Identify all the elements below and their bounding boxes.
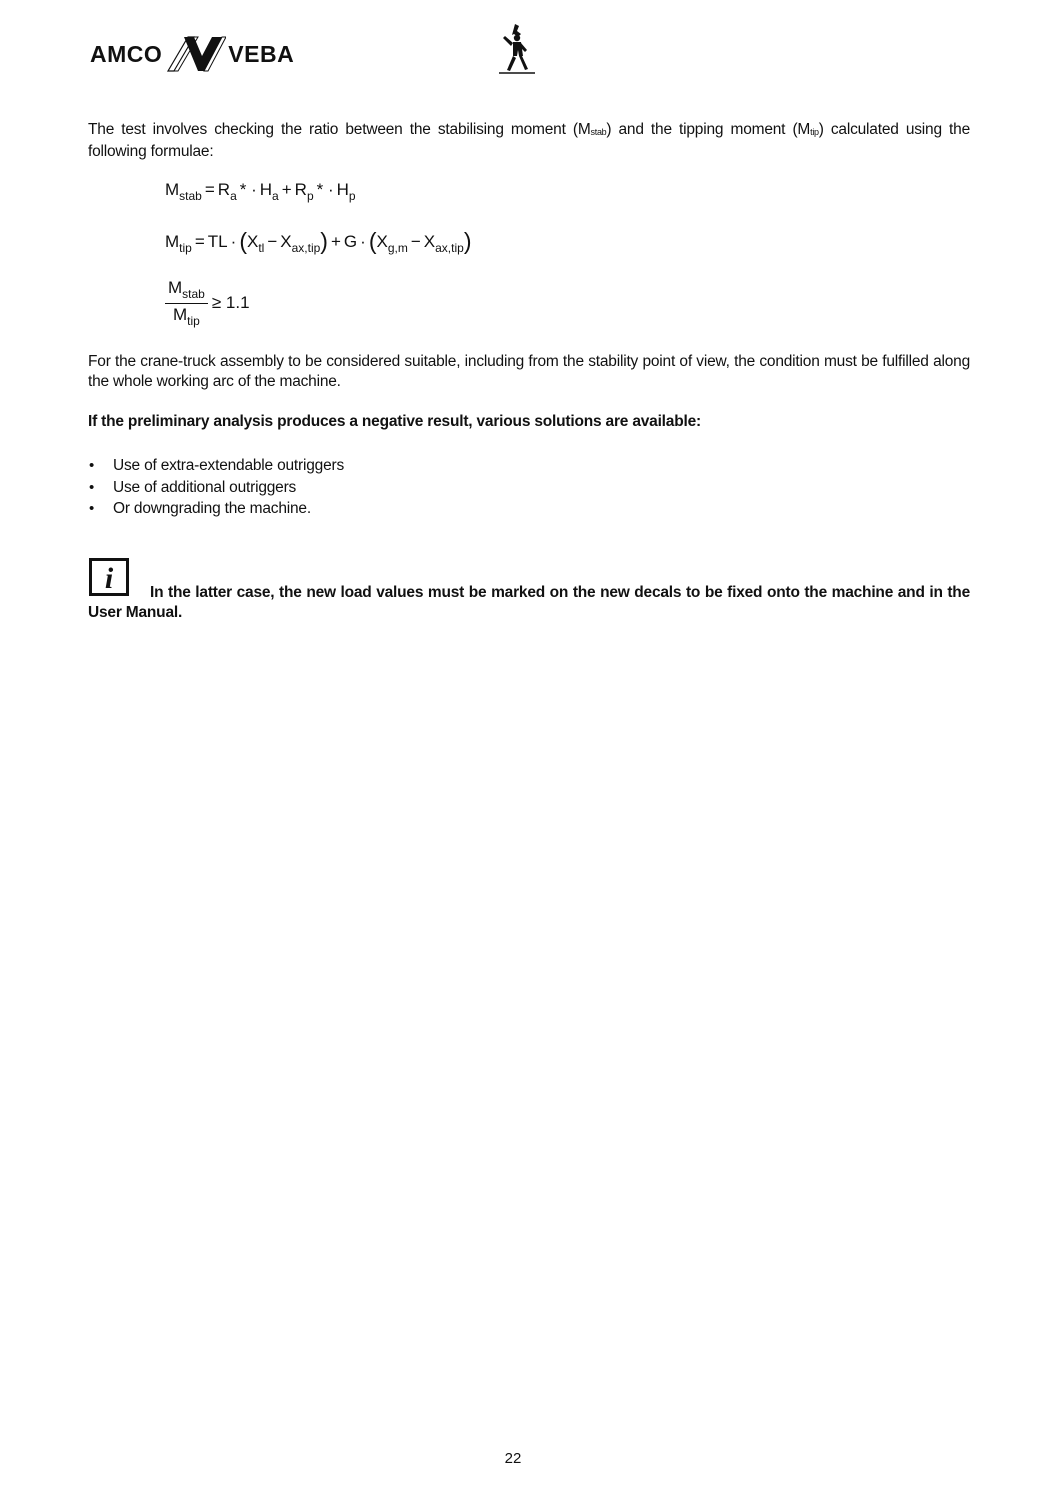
mechanic-with-wrench-icon (493, 22, 539, 76)
bullet-icon: • (89, 500, 95, 517)
logo-mark-icon (164, 34, 226, 74)
intro-sub-stab: stab (590, 127, 607, 137)
bullet-icon: • (89, 457, 95, 474)
intro-text-1: The test involves checking the ratio between the stabilising moment (M (88, 121, 591, 138)
list-item: • Use of additional outriggers (89, 478, 297, 496)
formula-tipping-moment: $M_{tip}$ = TL · $(X_{tl} - X_{ax,tip}) + G \cdot (X_{g,m} - X_{ax,tip})$ (165, 228, 472, 255)
logo-right-text: VEBA (228, 40, 295, 67)
ratio-rhs: ≥ 1.1 (211, 293, 250, 312)
list-item: • Use of extra-extendable outriggers (89, 457, 344, 474)
bullet-icon: • (89, 478, 95, 496)
page-number: 22 (504, 1450, 522, 1467)
svg-text:i: i (104, 562, 114, 595)
note-text: In the latter case, the new load values must be marked on the new decals to be fixed onto the machine and in the User Manual. (88, 584, 970, 621)
condition-paragraph: For the crane-truck assembly to be considered suitable, including from the stability point of view, the condition must be fulfilled along the whole working arc of the machine. (88, 353, 970, 390)
intro-text-3: ) calculated using the following formulae: (88, 121, 971, 160)
ratio-fraction: $\frac{M_{stab}}{M_{tip}}$ (165, 278, 208, 328)
formula-stabilising-moment: $M_{stab} = R_a$ * · $H_a + R_p$ * · $H_p$ (165, 180, 356, 203)
solutions-heading: If the preliminary analysis produces a negative result, various solutions are available: (88, 413, 701, 430)
formula-ratio-condition (165, 278, 250, 328)
list-item: • Or downgrading the machine. (89, 500, 311, 517)
amco-veba-logo (90, 34, 294, 74)
logo-left-text: AMCO (90, 40, 163, 67)
intro-text-2: ) and the tipping moment (M (606, 121, 811, 138)
intro-paragraph (88, 120, 970, 162)
solutions-list (88, 455, 344, 520)
intro-sub-tip: tip (810, 127, 819, 137)
